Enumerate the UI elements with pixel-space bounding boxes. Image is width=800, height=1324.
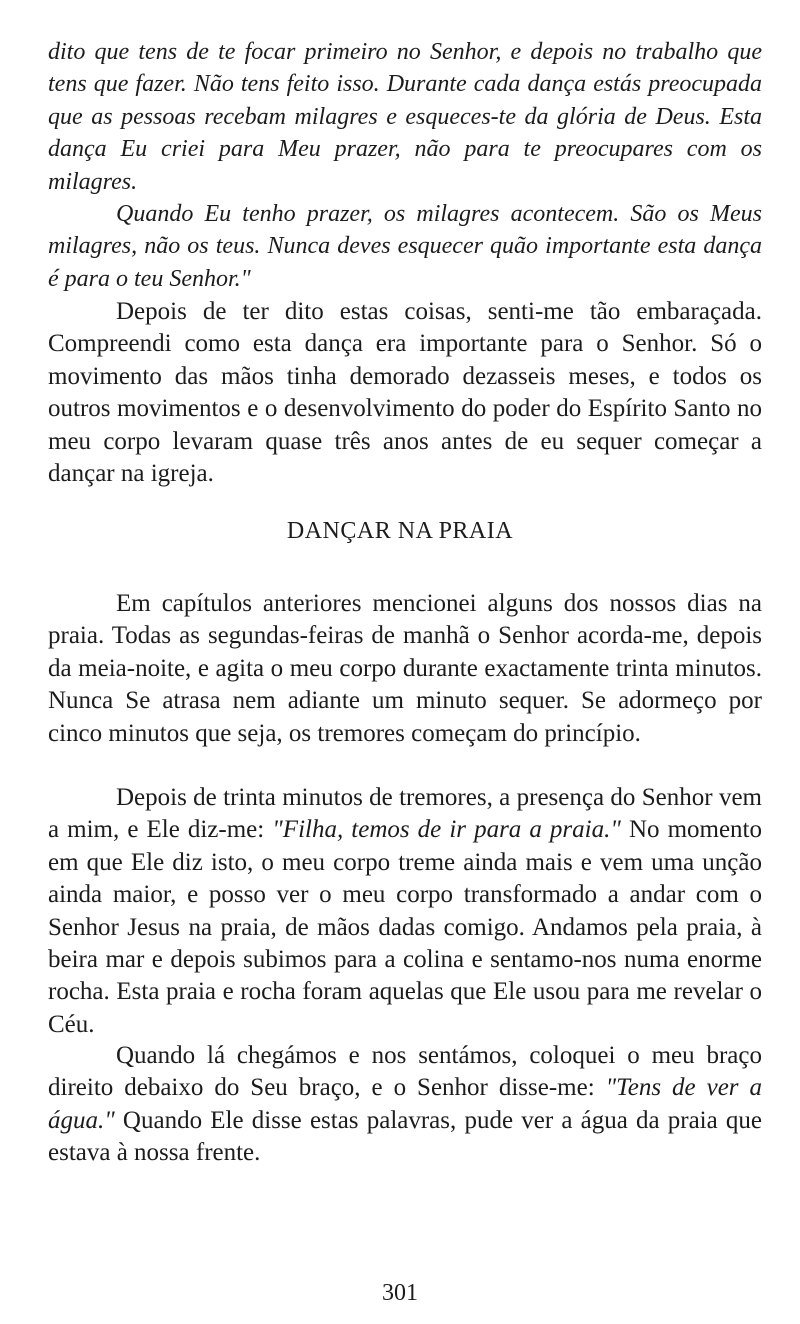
paragraph-4-text-end: Quando Ele disse estas palavras, pude ver a água da praia que estava à nossa frente. xyxy=(48,1106,762,1167)
quote-paragraph-2: Quando Eu tenho prazer, os milagres acontecem. São os Meus milagres, não os teus. Nunca deves esquecer quão importante esta dança é para o teu Senhor." xyxy=(48,201,762,292)
body-paragraph-1: Depois de ter dito estas coisas, senti-me tão embaraçada. Compreendi como esta dança era importante para o Senhor. Só o movimento das mãos tinha demorado dezasseis meses, e todos os outros movimentos e o desenvolvimento do poder do Espírito Santo no meu corpo levaram quase três anos antes de eu sequer começar a dançar na igreja. xyxy=(48,298,762,488)
paragraph-3-text-end: No momento em que Ele diz isto, o meu corpo treme ainda mais e vem uma unção ainda maior, e posso ver o meu corpo transformado a andar com o Senhor Jesus na praia, de mãos dadas comigo. Andamos pela praia, à beira mar e depois subimos para a colina e sentamo-nos numa enorme rocha. Esta praia e rocha foram aquelas que Ele usou para me revelar o Céu. xyxy=(48,816,762,1038)
body-paragraph-3 xyxy=(48,782,762,1041)
page-number: 301 xyxy=(382,1280,418,1306)
quote-paragraph-1: dito que tens de te focar primeiro no Senhor, e depois no trabalho que tens que fazer. Não tens feito isso. Durante cada dança estás preocupada que as pessoas recebam milagres e esqueces-te da glória de Deus. Esta dança Eu criei para Meu prazer, não para te preocupares com os milagres. xyxy=(48,39,762,195)
quote-agua: "Tens de ver a água." xyxy=(48,1074,763,1134)
section-heading: DANÇAR NA PRAIA xyxy=(286,518,514,544)
body-paragraph-2: Em capítulos anteriores mencionei alguns dos nossos dias na praia. Todas as segundas-feiras de manhã o Senhor acorda-me, depois da meia-noite, e agita o meu corpo durante exactamente trinta minutos. Nunca Se atrasa nem adiante um minuto sequer. Se adormeço por cinco minutos que seja, os tremores começam do princípio. xyxy=(48,590,762,747)
paragraph-4-text-start: Quando lá chegámos e nos sentámos, coloquei o meu braço direito debaixo do Seu braço, e o Senhor disse-me: xyxy=(48,1042,762,1102)
quote-filha: "Filha, temos de ir para a praia." xyxy=(272,816,621,844)
body-paragraph-4 xyxy=(48,1040,762,1170)
paragraph-3-text-start: Depois de trinta minutos de tremores, a presença do Senhor vem a mim, e Ele diz-me: xyxy=(48,784,762,844)
